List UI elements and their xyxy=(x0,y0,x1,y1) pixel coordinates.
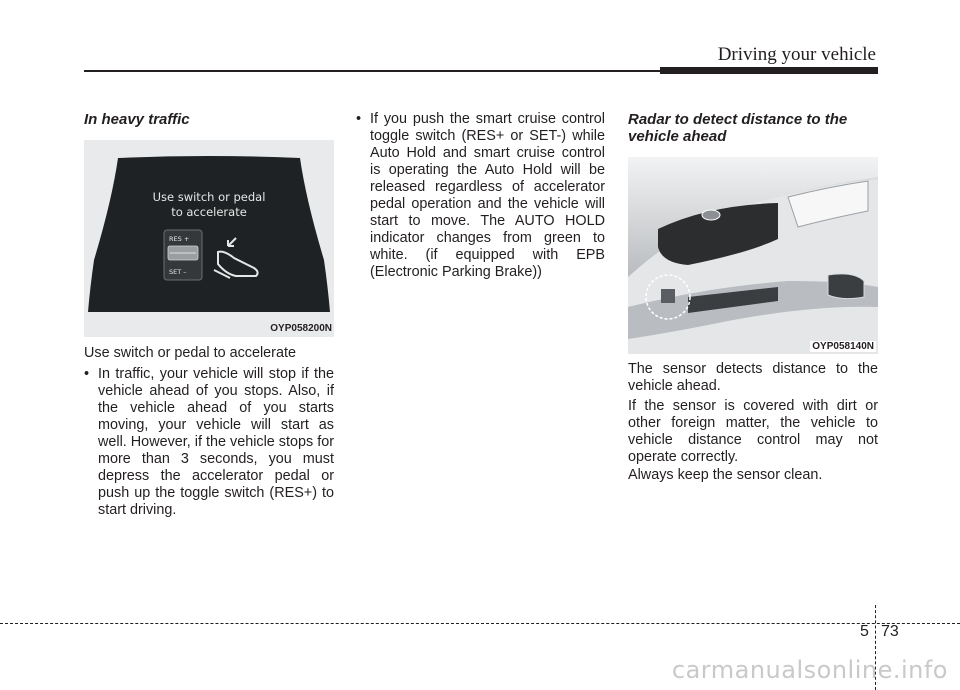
footer-rule xyxy=(0,623,960,624)
section-number: 5 xyxy=(860,623,869,640)
paragraph: If the sensor is covered with dirt or other foreign matter, the vehicle to vehicle distance control may not operate correctly. xyxy=(628,398,878,465)
paragraph: The sensor detects distance to the vehicle ahead. xyxy=(628,361,878,394)
bullet-text: If you push the smart cruise control toggle switch (RES+ or SET-) while Auto Hold and smart cruise control is operating the Auto Hold will be released regardless of accelerator pedal operation and the vehicle will start to move. The AUTO HOLD indicator changes from green to white. (if equipped with EPB (Electronic Parking Brake)) xyxy=(370,111,605,280)
brand-emblem-icon xyxy=(702,210,720,220)
res-label: RES + xyxy=(169,235,190,243)
cluster-display-figure xyxy=(84,140,334,337)
cluster-message-line1: Use switch or pedal xyxy=(152,190,266,204)
figure-code: OYP058200N xyxy=(270,323,332,334)
header-rule-thick xyxy=(660,67,878,74)
section-heading-heavy-traffic: In heavy traffic xyxy=(84,111,190,128)
cluster-screen-shape xyxy=(88,156,330,312)
paragraph: Always keep the sensor clean. xyxy=(628,467,823,483)
bullet-marker: • xyxy=(84,366,90,382)
bullet-text: In traffic, your vehicle will stop if the vehicle ahead of you stops. Also, if the vehicle ahead of you starts moving, your vehicle will start as well. However, if the vehicle stops for more than 3 seconds, you must depress the accelerator pedal or push up the toggle switch (RES+) to start driving. xyxy=(98,366,334,518)
radar-sensor-figure xyxy=(628,157,878,354)
figure-code: OYP058140N xyxy=(812,341,874,352)
bullet-item xyxy=(84,366,334,519)
bullet-item xyxy=(356,111,605,281)
vehicle-front-illustration xyxy=(628,157,878,354)
page-number: 73 xyxy=(881,623,899,640)
section-heading-radar: Radar to detect distance to the vehicle ahead xyxy=(628,111,848,145)
cluster-display-illustration xyxy=(84,140,334,337)
watermark: carmanualsonline.info xyxy=(671,656,948,684)
bullet-marker: • xyxy=(356,111,362,127)
set-label: SET – xyxy=(169,268,187,276)
fog-lamp xyxy=(828,274,864,299)
figure-caption: Use switch or pedal to accelerate xyxy=(84,345,296,361)
running-header: Driving your vehicle xyxy=(717,44,876,65)
radar-sensor xyxy=(661,289,675,303)
cluster-message-line2: to accelerate xyxy=(171,205,247,219)
header-rule xyxy=(84,70,660,72)
